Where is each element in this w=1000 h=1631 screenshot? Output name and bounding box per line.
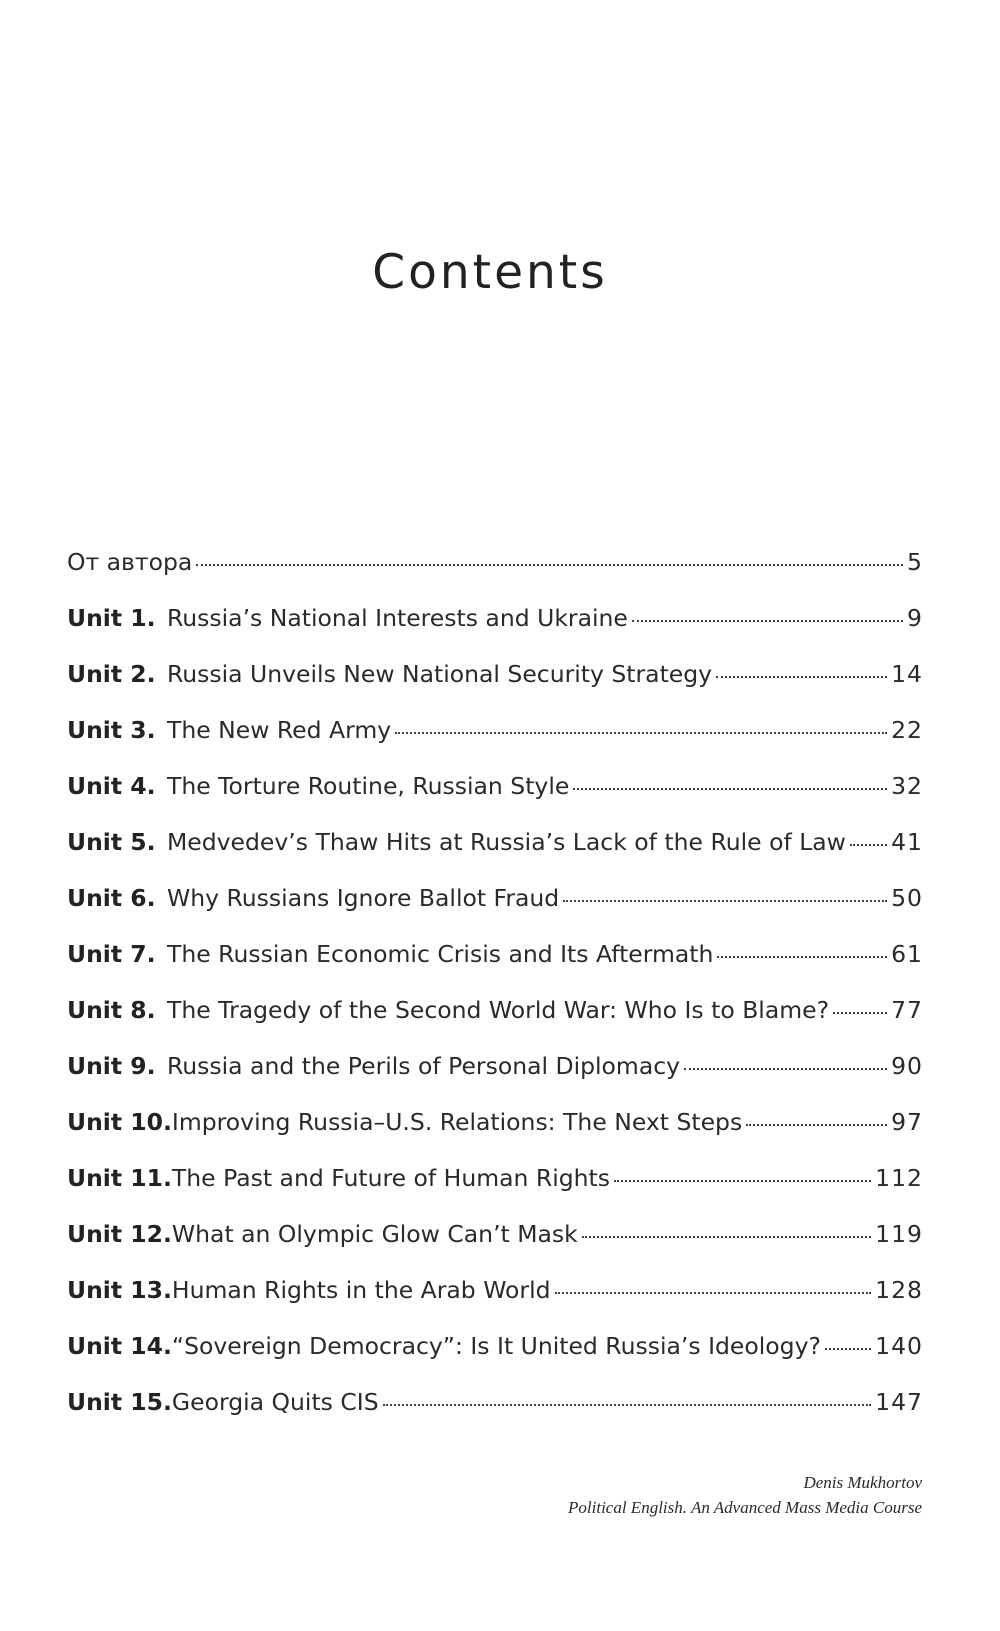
toc-entry-unit-11[interactable] — [67, 1164, 923, 1220]
dot-leader — [395, 732, 887, 734]
toc-entry-page: 90 — [891, 1052, 923, 1080]
dot-leader — [716, 676, 887, 678]
dot-leader — [684, 1068, 887, 1070]
toc-entry-title: Georgia Quits CIS — [171, 1388, 379, 1416]
toc-entry-page: 112 — [875, 1164, 923, 1192]
toc-entry-page: 9 — [907, 604, 923, 632]
toc-entry-page: 128 — [875, 1276, 923, 1304]
footer-author: Denis Mukhortov — [803, 1473, 922, 1492]
toc-entry-unit-7[interactable] — [67, 940, 923, 996]
toc-entry-page: 5 — [907, 548, 923, 576]
dot-leader — [614, 1180, 871, 1182]
dot-leader — [850, 844, 887, 846]
toc-entry-unit: Unit 8. — [67, 996, 156, 1024]
toc-entry-page: 97 — [891, 1108, 923, 1136]
dot-leader — [717, 956, 887, 958]
toc-entry-title: Human Rights in the Arab World — [171, 1276, 551, 1304]
toc-entry-unit: Unit 3. — [67, 716, 156, 744]
toc-entry-unit: Unit 12. — [67, 1220, 172, 1248]
toc-entry-page: 32 — [891, 772, 923, 800]
dot-leader — [573, 788, 887, 790]
toc-entry-title: “Sovereign Democracy”: Is It United Russia’s Ideology? — [171, 1332, 821, 1360]
dot-leader — [632, 620, 903, 622]
toc-entry-unit-4[interactable] — [67, 772, 923, 828]
toc-entry-page: 61 — [891, 940, 923, 968]
toc-entry-page: 77 — [891, 996, 923, 1024]
toc-entry-title: Russia and the Perils of Personal Diplomacy — [167, 1052, 681, 1080]
toc-entry-unit-1[interactable] — [67, 604, 923, 660]
toc-entry-unit: Unit 13. — [67, 1276, 172, 1304]
toc-entry-unit-5[interactable] — [67, 828, 923, 884]
toc-entry-title: От автора — [67, 548, 193, 576]
toc-entry-unit-15[interactable] — [67, 1388, 923, 1444]
toc-entry-unit: Unit 2. — [67, 660, 156, 688]
toc-entry-page: 140 — [875, 1332, 923, 1360]
toc-entry-title: The Russian Economic Crisis and Its Aftermath — [167, 940, 714, 968]
table-of-contents — [67, 548, 923, 1444]
toc-entry-page: 14 — [891, 660, 923, 688]
toc-entry-unit: Unit 1. — [67, 604, 156, 632]
toc-entry-unit-6[interactable] — [67, 884, 923, 940]
toc-entry-unit: Unit 11. — [67, 1164, 172, 1192]
toc-entry-unit-9[interactable] — [67, 1052, 923, 1108]
dot-leader — [555, 1292, 872, 1294]
toc-entry-unit: Unit 7. — [67, 940, 156, 968]
dot-leader — [833, 1012, 887, 1014]
page-footer — [568, 1470, 922, 1520]
toc-entry-unit-10[interactable] — [67, 1108, 923, 1164]
dot-leader — [582, 1236, 871, 1238]
toc-entry-unit: Unit 10. — [67, 1108, 172, 1136]
page-title: Contents — [372, 245, 608, 300]
toc-entry-unit-13[interactable] — [67, 1276, 923, 1332]
dot-leader — [746, 1124, 887, 1126]
toc-entry-title: The New Red Army — [167, 716, 392, 744]
toc-entry-title: Russia Unveils New National Security Strategy — [167, 660, 713, 688]
toc-entry-unit: Unit 15. — [67, 1388, 172, 1416]
toc-entry-page: 119 — [875, 1220, 923, 1248]
toc-entry-title: The Torture Routine, Russian Style — [167, 772, 570, 800]
dot-leader — [825, 1348, 871, 1350]
toc-entry-unit-2[interactable] — [67, 660, 923, 716]
dot-leader — [383, 1404, 872, 1406]
toc-entry-preface[interactable] — [67, 548, 923, 604]
dot-leader — [196, 564, 903, 566]
toc-entry-page: 41 — [891, 828, 923, 856]
toc-entry-unit-14[interactable] — [67, 1332, 923, 1388]
toc-entry-title: Improving Russia–U.S. Relations: The Next Steps — [171, 1108, 743, 1136]
toc-entry-title: Russia’s National Interests and Ukraine — [167, 604, 628, 632]
toc-entry-page: 22 — [891, 716, 923, 744]
toc-entry-title: What an Olympic Glow Can’t Mask — [171, 1220, 578, 1248]
toc-entry-title: Why Russians Ignore Ballot Fraud — [167, 884, 560, 912]
toc-entry-unit: Unit 5. — [67, 828, 156, 856]
toc-entry-unit: Unit 6. — [67, 884, 156, 912]
toc-entry-title: The Past and Future of Human Rights — [171, 1164, 610, 1192]
toc-entry-unit-3[interactable] — [67, 716, 923, 772]
toc-entry-unit: Unit 4. — [67, 772, 156, 800]
toc-entry-title: Medvedev’s Thaw Hits at Russia’s Lack of the Rule of Law — [167, 828, 846, 856]
dot-leader — [563, 900, 887, 902]
toc-entry-unit: Unit 14. — [67, 1332, 172, 1360]
toc-entry-page: 50 — [891, 884, 923, 912]
toc-entry-unit-8[interactable] — [67, 996, 923, 1052]
toc-entry-unit: Unit 9. — [67, 1052, 156, 1080]
footer-book-title: Political English. An Advanced Mass Media Course — [568, 1498, 922, 1517]
toc-entry-title: The Tragedy of the Second World War: Who Is to Blame? — [167, 996, 830, 1024]
toc-entry-unit-12[interactable] — [67, 1220, 923, 1276]
toc-entry-page: 147 — [875, 1388, 923, 1416]
